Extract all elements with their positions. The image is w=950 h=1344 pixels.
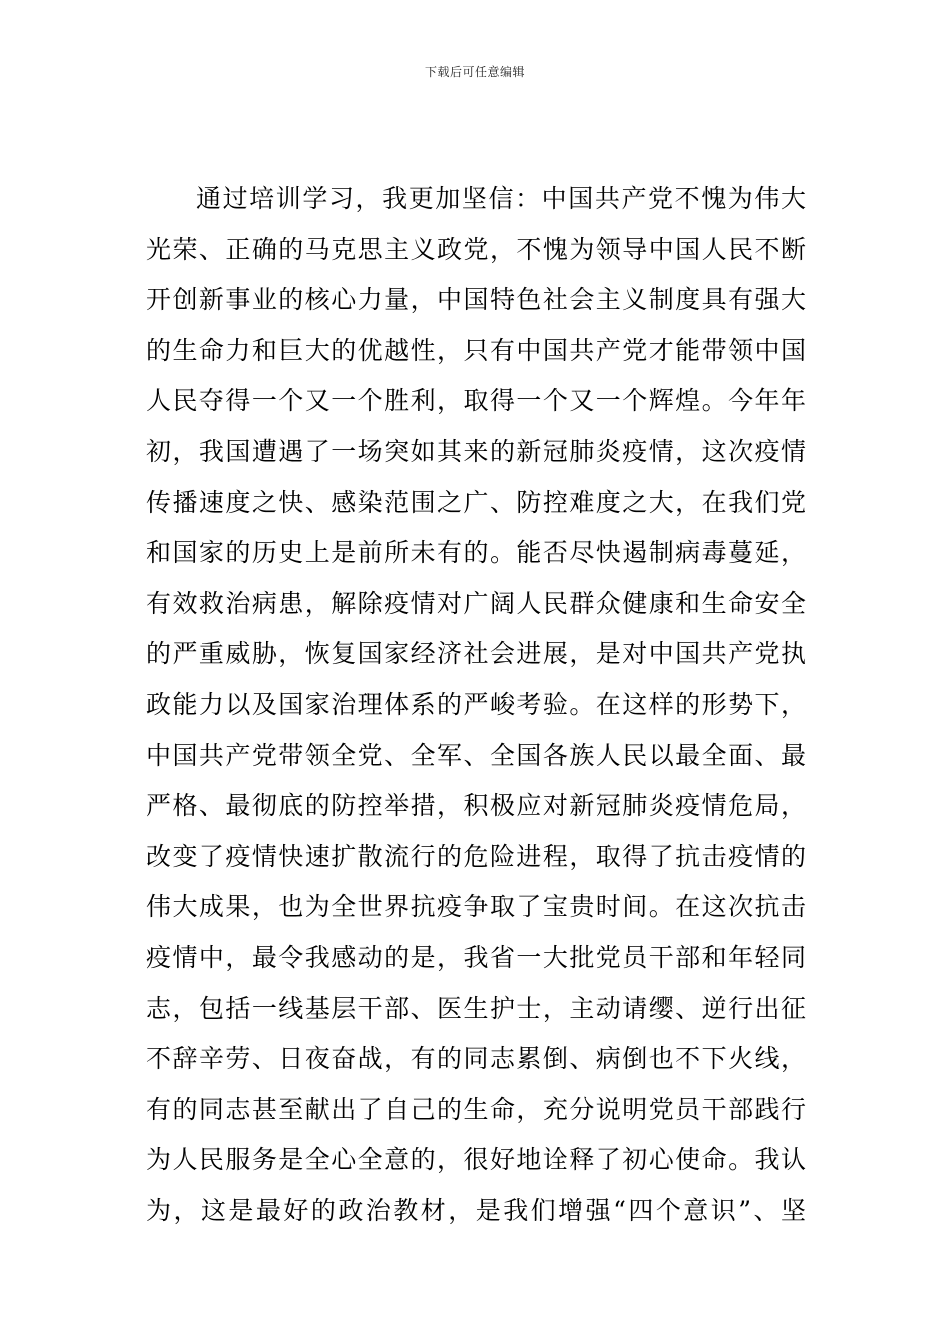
paragraph-line: 改变了疫情快速扩散流行的危险进程，取得了抗击疫情的 [146, 841, 806, 871]
paragraph-line: 政能力以及国家治理体系的严峻考验。在这样的形势下， [146, 689, 806, 719]
page-header: 下载后可任意编辑 [424, 65, 525, 79]
paragraph-line: 的严重威胁，恢复国家经济社会进展，是对中国共产党执 [146, 639, 806, 669]
paragraph-line: 中国共产党带领全党、全军、全国各族人民以最全面、最 [146, 740, 806, 770]
paragraph-line: 人民夺得一个又一个胜利，取得一个又一个辉煌。今年年 [146, 386, 806, 416]
paragraph-line: 严格、最彻底的防控举措，积极应对新冠肺炎疫情危局， [146, 791, 806, 821]
paragraph-line: 志，包括一线基层干部、医生护士，主动请缨、逆行出征 [146, 993, 806, 1023]
paragraph-line: 初，我国遭遇了一场突如其来的新冠肺炎疫情，这次疫情 [146, 436, 806, 466]
paragraph-line: 光荣、正确的马克思主义政党，不愧为领导中国人民不断 [146, 234, 806, 264]
paragraph-line: 为人民服务是全心全意的，很好地诠释了初心使命。我认 [146, 1145, 806, 1175]
paragraph-line: 伟大成果，也为全世界抗疫争取了宝贵时间。在这次抗击 [146, 892, 806, 922]
paragraph-line: 疫情中，最令我感动的是，我省一大批党员干部和年轻同 [146, 942, 806, 972]
paragraph-line: 的生命力和巨大的优越性，只有中国共产党才能带领中国 [146, 335, 806, 365]
paragraph-line: 有的同志甚至献出了自己的生命，充分说明党员干部践行 [146, 1094, 806, 1124]
paragraph-line: 开创新事业的核心力量，中国特色社会主义制度具有强大 [146, 285, 806, 315]
document-body [146, 174, 806, 1236]
paragraph-line: 有效救治病患，解除疫情对广阔人民群众健康和生命安全 [146, 588, 806, 618]
paragraph-line: 不辞辛劳、日夜奋战，有的同志累倒、病倒也不下火线， [146, 1044, 806, 1074]
paragraph-line: 通过培训学习，我更加坚信：中国共产党不愧为伟大 [196, 184, 806, 213]
paragraph-line: 和国家的历史上是前所未有的。能否尽快遏制病毒蔓延， [146, 538, 806, 568]
paragraph-line: 为，这是最好的政治教材，是我们增强“四个意识”、坚 [146, 1195, 806, 1225]
paragraph-line: 传播速度之快、感染范围之广、防控难度之大，在我们党 [146, 487, 806, 517]
